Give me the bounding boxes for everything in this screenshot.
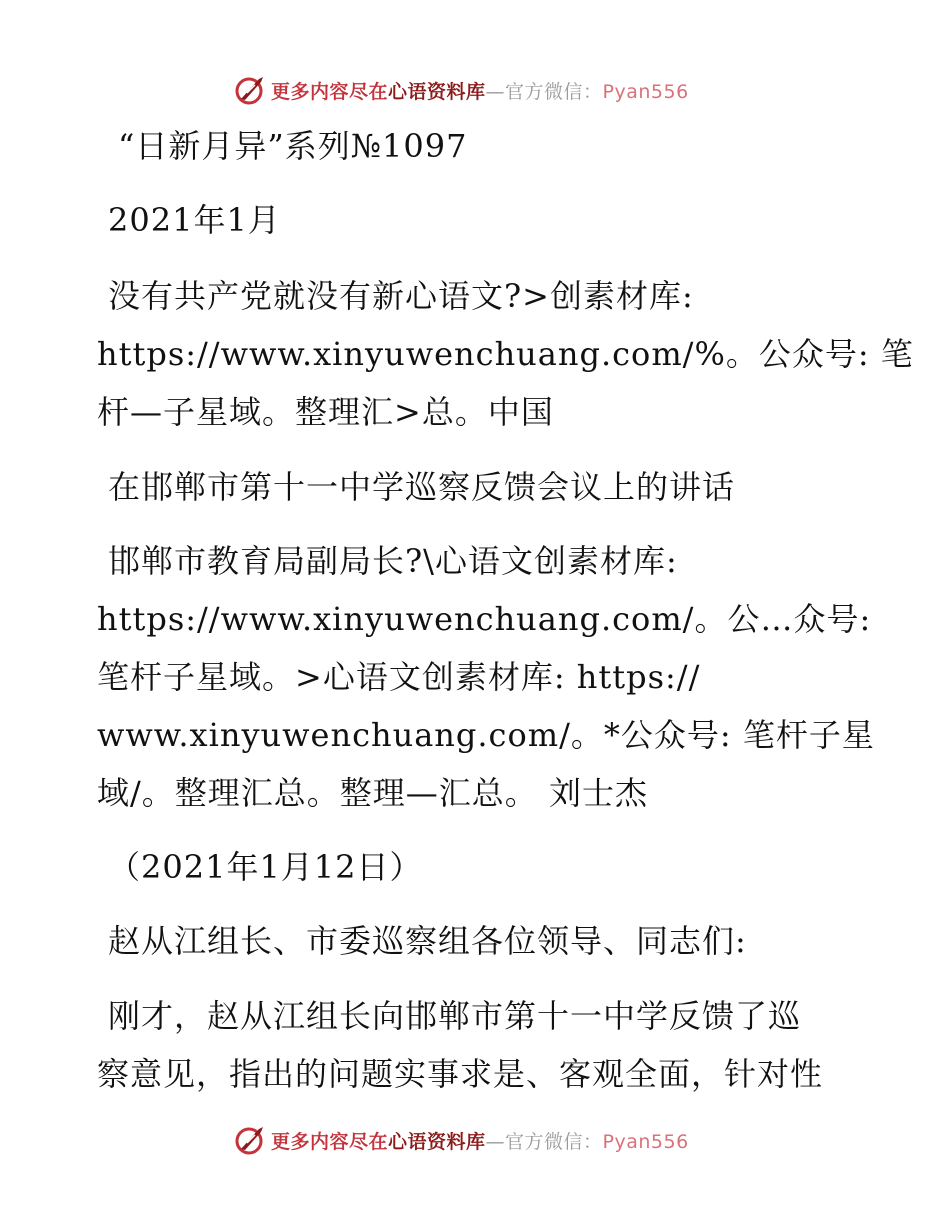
series-line: “日新月异”系列№1097 <box>118 127 468 165</box>
banner-text-brand: 心语资料库 <box>388 1130 486 1153</box>
intro-line-2: https://www.xinyuwenchuang.com/%。公众号: 笔 <box>97 335 914 373</box>
author-line-1: 邯郸市教育局副局长?\心语文创素材库: <box>108 542 678 580</box>
speech-title: 在邯郸市第十一中学巡察反馈会议上的讲话 <box>108 468 736 506</box>
intro-line-1: 没有共产党就没有新心语文?>创素材库: <box>108 277 694 315</box>
body-line-2: 察意见，指出的问题实事求是、客观全面，针对性 <box>97 1055 824 1093</box>
footer-banner <box>233 1123 689 1157</box>
banner-text-wechat-id: Pyan556 <box>602 80 689 103</box>
banner-text-brand: 心语资料库 <box>388 80 486 103</box>
speech-date: （2021年1月12日） <box>108 848 423 886</box>
banner-text-wechat-id: Pyan556 <box>602 1130 689 1153</box>
banner-text-wechat-label: 官方微信： <box>505 80 603 103</box>
body-line-1: 刚才，赵从江组长向邯郸市第十一中学反馈了巡 <box>108 997 802 1035</box>
banner-text-wechat-label: 官方微信： <box>505 1130 603 1153</box>
salutation: 赵从江组长、市委巡察组各位领导、同志们: <box>108 922 747 960</box>
banner-text <box>271 1127 689 1154</box>
banner-text-promo: 更多内容尽在 <box>271 1130 389 1153</box>
author-line-5: 域/。整理汇总。整理—汇总。 刘士杰 <box>97 774 648 812</box>
banner-text-dash: — <box>485 80 506 103</box>
intro-line-3: 杆—子星域。整理汇>总。中国 <box>97 393 554 431</box>
date-line: 2021年1月 <box>108 201 281 239</box>
author-line-4: www.xinyuwenchuang.com/。*公众号: 笔杆子星 <box>97 716 875 754</box>
banner-text-promo: 更多内容尽在 <box>271 80 389 103</box>
author-line-2: https://www.xinyuwenchuang.com/。公…众号: <box>97 600 872 638</box>
quill-logo-icon <box>233 1123 267 1157</box>
banner-text-dash: — <box>485 1130 506 1153</box>
author-line-3: 笔杆子星域。>心语文创素材库: https:// <box>97 658 701 696</box>
